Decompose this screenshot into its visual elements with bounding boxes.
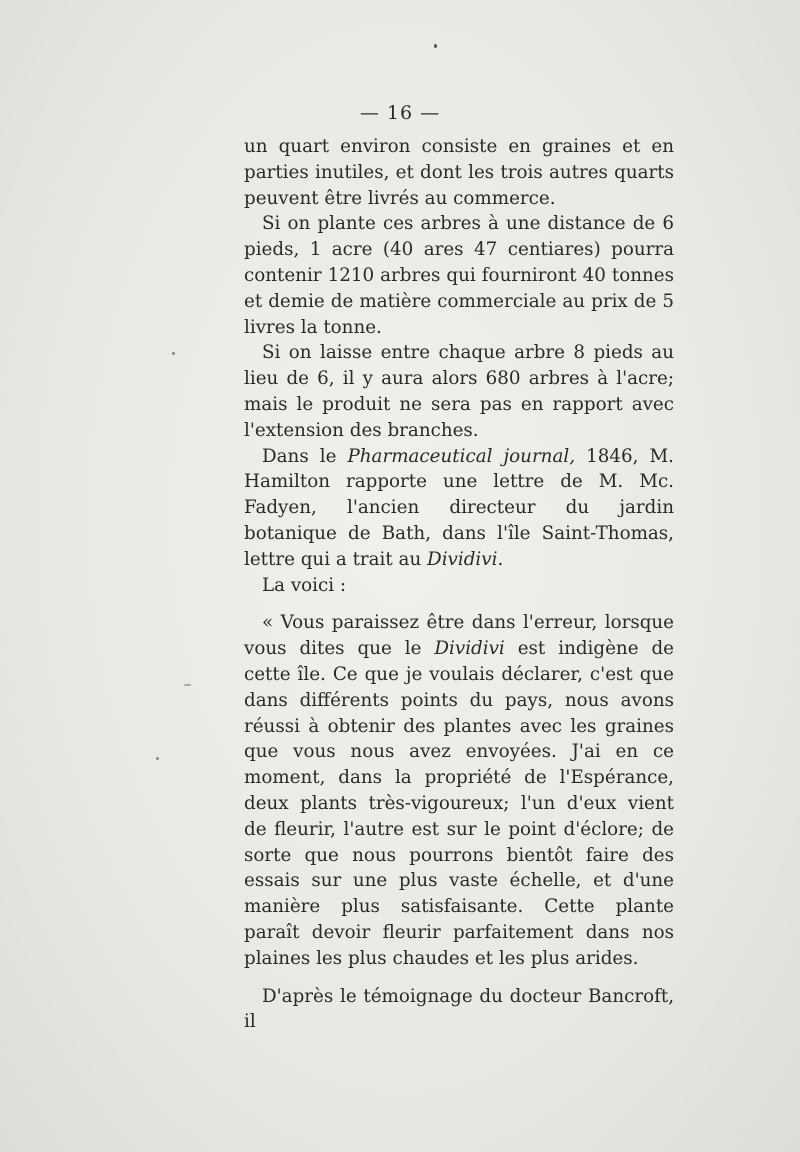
page-number: — 16 — — [359, 102, 441, 124]
ink-speck — [434, 44, 437, 48]
journal-text-middle: 1846, M. Hamilton rapporte une lettre de M. Mc. Fadyen, l'ancien directeur du jardin botanique de Bath, dans l'île Saint-Thomas, lettre qui a trait au — [244, 445, 674, 570]
dividivi-term: Dividivi — [434, 638, 505, 660]
paragraph-la-voici: La voici : — [262, 574, 347, 596]
paragraph-journal-reference — [244, 444, 674, 573]
body-text — [244, 134, 674, 1035]
paragraph-continuation: un quart environ consiste en graines et en parties inutiles, et dont les trois autres quarts peuvent être livrés au commerce. — [244, 136, 674, 209]
paragraph-planting-distance: Si on plante ces arbres à une distance de 6 pieds, 1 acre (40 ares 47 centiares) pourra contenir 1210 arbres qui fourniront 40 tonnes et demie de matière commerciale au prix de 5 livres la tonne. — [244, 213, 674, 338]
ink-speck — [156, 757, 159, 760]
paragraph-bancroft: D'après le témoignage du docteur Bancroft, il — [244, 985, 674, 1033]
quote-text-after: est indigène de cette île. Ce que je voulais déclarer, c'est que dans différents points du pays, nous avons réussi à obtenir des plantes avec les graines que vous nous avez envoyées. J'ai en ce moment, dans la propriété de l'Espérance, deux plants très-vigoureux; l'un d'eux vient de fleurir, l'autre est sur le point d'éclore; de sorte que nous pourrons bientôt faire des essais sur une plus vaste échelle, et d'une manière plus satisfaisante. Cette plante paraît devoir fleurir parfaitement dans nos plaines les plus chaudes et les plus arides. — [244, 638, 674, 969]
quote-text-before: « Vous paraissez être dans l'erreur, lorsque vous dites que le — [244, 612, 674, 660]
paragraph-quote — [244, 610, 674, 971]
journal-title: Pharmaceutical journal, — [347, 445, 576, 467]
ink-speck — [172, 352, 175, 355]
journal-text-before: Dans le — [262, 445, 348, 467]
ink-speck — [184, 684, 191, 686]
dividivi-term: Dividivi — [427, 548, 498, 570]
journal-text-after: . — [497, 548, 504, 570]
paragraph-spacing: Si on laisse entre chaque arbre 8 pieds au lieu de 6, il y aura alors 680 arbres à l'acre; mais le produit ne sera pas en rapport avec l'extension des branches. — [244, 342, 674, 441]
